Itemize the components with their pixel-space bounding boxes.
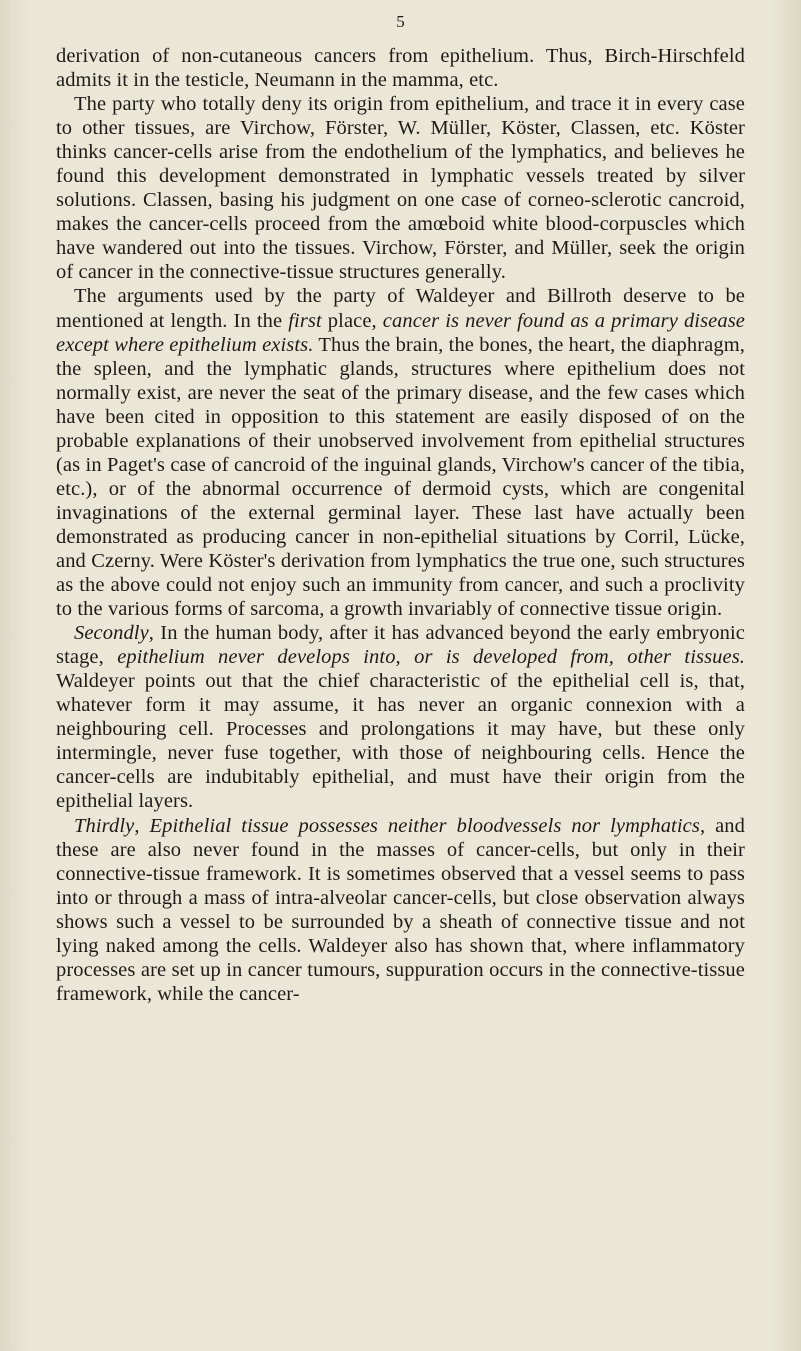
text-run: derivation of non-cutaneous cancers from epithelium. Thus, Birch-Hirschfeld admits it in the testicle, Neumann in the mamma, etc. <box>56 45 745 92</box>
italic-text-run: Secondly <box>74 622 149 645</box>
paragraph <box>56 814 745 1006</box>
text-run: Waldeyer points out that the chief characteristic of the epithelial cell is, that, whatever form it may assume, it has never an organic connexion with a neighbouring cell. Processes and prolongations it may have, but these only intermingle, never fuse together, with those of neighbouring cells. Hence the cancer-cells are indubitably epithelial, and must have their origin from the epithelial layers. <box>56 670 745 813</box>
italic-text-run: epithelium never develops into, or is developed from, other tissues. <box>117 646 746 669</box>
italic-text-run: first <box>288 309 322 332</box>
text-run: Thus the brain, the bones, the heart, the diaphragm, the spleen, and the lymphatic glands, structures where epithelium does not normally exist, are never the seat of the primary disease, and the few cases which have been cited in opposition to this statement are easily disposed of on the probable explanations of their unobserved involvement from epithelial structures (as in Paget's case of cancroid of the inguinal glands, Virchow's cancer of the tibia, etc.), or of the abnormal occurrence of dermoid cysts, which are congenital invaginations of the external germinal layer. These last have actually been demonstrated as producing cancer in non-epithelial situations by Corril, Lücke, and Czerny. Were Köster's derivation from lymphatics the true one, such structures as the above could not enjoy such an immunity from cancer, and such a proclivity to the various forms of sarcoma, a growth invariably of connective tissue origin. <box>56 333 745 621</box>
text-run: , In the human body, after it has advanced beyond the early embryonic stage, <box>56 622 745 669</box>
page-number: 5 <box>396 12 405 31</box>
text-run: The party who totally deny its origin from epithelium, and trace it in every case to other tissues, are Virchow, Förster, W. Müller, Köster, Classen, etc. Köster thinks cancer-cells arise from the endothelium of the lymphatics, and believes he found this development demonstrated in lymphatic vessels treated by silver solutions. Classen, basing his judgment on one case of corneo-sclerotic cancroid, makes the cancer-cells proceed from the amœboid white blood-corpuscles which have wandered out into the tissues. Virchow, Förster, and Müller, seek the origin of cancer in the connective-tissue structures generally. <box>56 93 745 284</box>
paragraph <box>56 621 745 813</box>
italic-text-run: cancer is never found as a primary disease except where epithelium exists. <box>56 309 745 356</box>
body-text <box>56 44 745 1006</box>
italic-text-run: Epithelial tissue possesses neither bloodvessels nor lymphatics <box>149 814 700 837</box>
paragraph <box>56 92 745 284</box>
paragraph <box>56 44 745 92</box>
text-run: , <box>134 814 150 837</box>
text-run: The arguments used by the party of Waldeyer and Billroth deserve to be mentioned at length. In the <box>56 285 745 332</box>
paragraph <box>56 284 745 621</box>
text-run: , and these are also never found in the masses of cancer-cells, but only in their connective-tissue framework. It is sometimes observed that a vessel seems to pass into or through a mass of intra-alveolar cancer-cells, but close observation always shows such a vessel to be surrounded by a sheath of connective tissue and not lying naked among the cells. Waldeyer also has shown that, where inflammatory processes are set up in cancer tumours, suppuration occurs in the connective-tissue framework, while the cancer- <box>56 814 745 1005</box>
text-run: place, <box>321 309 383 332</box>
italic-text-run: Thirdly <box>74 814 135 837</box>
